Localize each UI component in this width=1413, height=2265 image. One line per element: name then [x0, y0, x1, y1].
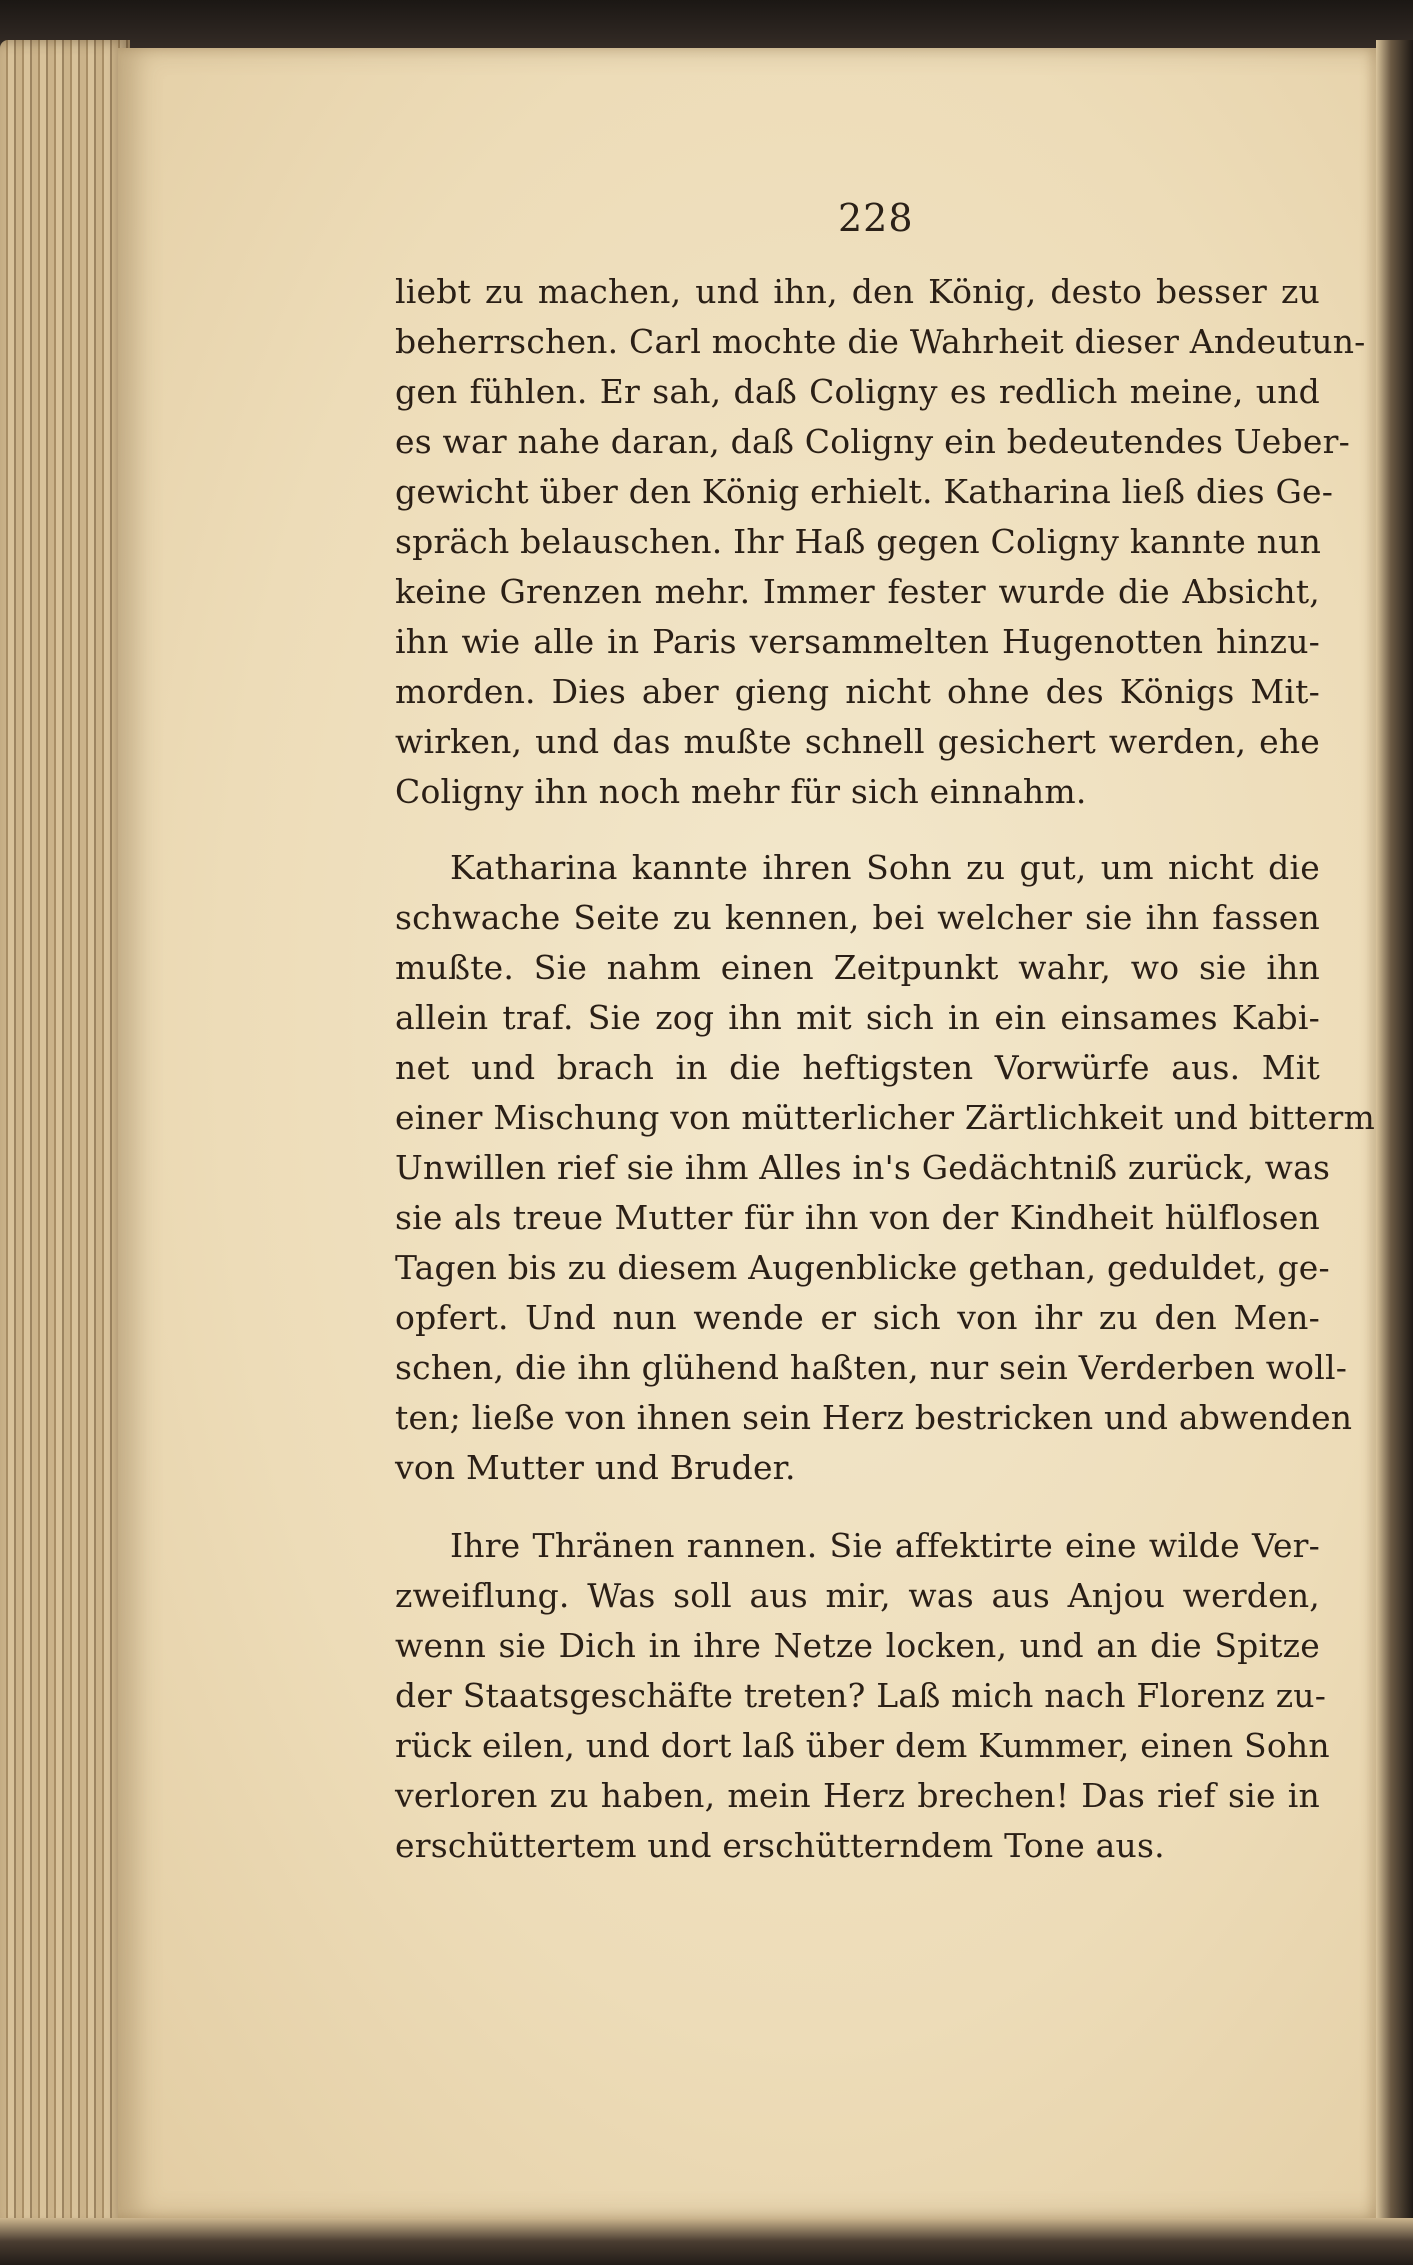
text-line: allein traf. Sie zog ihn mit sich in ein einsames Kabi-	[395, 998, 1320, 1037]
text-line: rück eilen, und dort laß über dem Kummer, einen Sohn	[395, 1726, 1330, 1765]
text-line: Unwillen rief sie ihm Alles in's Gedächtniß zurück, was	[395, 1148, 1331, 1187]
text-line: Ihre Thränen rannen. Sie affektirte eine wilde Ver-	[450, 1526, 1320, 1565]
page-number: 228	[838, 196, 914, 240]
text-line: opfert. Und nun wende er sich von ihr zu den Men-	[395, 1298, 1320, 1337]
scan-border-bottom	[0, 2218, 1413, 2265]
text-line: es war nahe daran, daß Coligny ein bedeutendes Ueber-	[395, 422, 1350, 461]
text-line: gen fühlen. Er sah, daß Coligny es redlich meine, und	[395, 372, 1320, 411]
book-page-edges	[0, 40, 130, 2230]
text-line: schwache Seite zu kennen, bei welcher sie ihn fassen	[395, 898, 1320, 937]
text-line: net und brach in die heftigsten Vorwürfe aus. Mit	[395, 1048, 1320, 1087]
text-line: liebt zu machen, und ihn, den König, desto besser zu	[395, 272, 1320, 311]
text-line: wenn sie Dich in ihre Netze locken, und an die Spitze	[395, 1626, 1320, 1665]
text-line: einer Mischung von mütterlicher Zärtlichkeit und bitterm	[395, 1098, 1375, 1137]
text-line: gewicht über den König erhielt. Katharina ließ dies Ge-	[395, 472, 1334, 511]
text-line: schen, die ihn glühend haßten, nur sein Verderben woll-	[395, 1348, 1348, 1387]
text-line: spräch belauschen. Ihr Haß gegen Coligny kannte nun	[395, 522, 1322, 561]
text-line: ihn wie alle in Paris versammelten Hugenotten hinzu-	[395, 622, 1320, 661]
text-line: beherrschen. Carl mochte die Wahrheit dieser Andeutun-	[395, 322, 1366, 361]
text-line: der Staatsgeschäfte treten? Laß mich nach Florenz zu-	[395, 1676, 1327, 1715]
text-line: Tagen bis zu diesem Augenblicke gethan, geduldet, ge-	[395, 1248, 1330, 1287]
scan-border-right	[1376, 40, 1413, 2230]
text-line: Coligny ihn noch mehr für sich einnahm.	[395, 772, 1087, 811]
text-line: verloren zu haben, mein Herz brechen! Das rief sie in	[395, 1776, 1320, 1815]
text-line: von Mutter und Bruder.	[395, 1448, 796, 1487]
text-line: wirken, und das mußte schnell gesichert werden, ehe	[395, 722, 1320, 761]
text-line: morden. Dies aber gieng nicht ohne des Königs Mit-	[395, 672, 1320, 711]
text-line: mußte. Sie nahm einen Zeitpunkt wahr, wo sie ihn	[395, 948, 1320, 987]
text-line: Katharina kannte ihren Sohn zu gut, um nicht die	[450, 848, 1320, 887]
text-line: zweiflung. Was soll aus mir, was aus Anjou werden,	[395, 1576, 1320, 1615]
text-line: sie als treue Mutter für ihn von der Kindheit hülflosen	[395, 1198, 1320, 1237]
text-line: erschüttertem und erschütterndem Tone aus.	[395, 1826, 1165, 1865]
text-line: keine Grenzen mehr. Immer fester wurde die Absicht,	[395, 572, 1320, 611]
text-line: ten; ließe von ihnen sein Herz bestricken und abwenden	[395, 1398, 1353, 1437]
